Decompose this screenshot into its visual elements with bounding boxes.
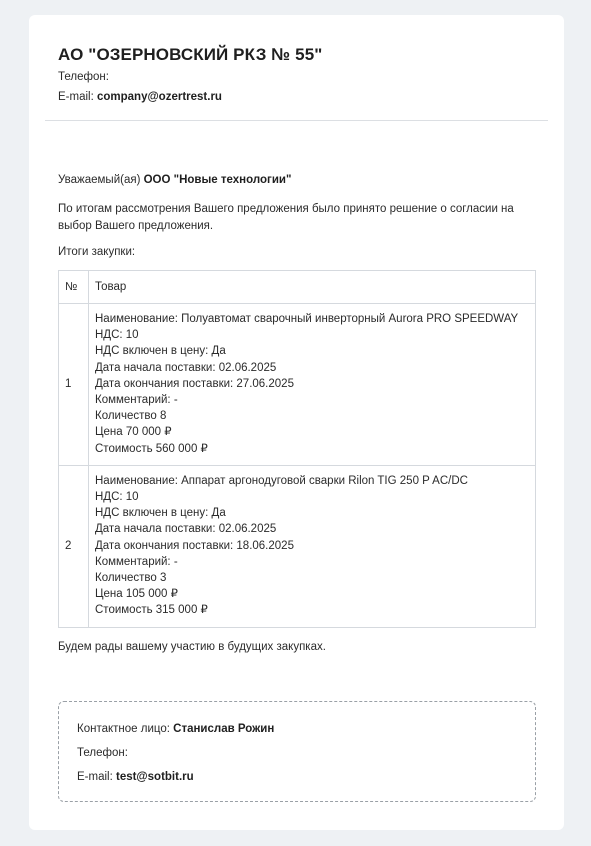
item-vat: НДС: 10 [95, 329, 139, 342]
table-row [59, 465, 536, 627]
company-header [29, 15, 564, 120]
results-label: Итоги закупки: [58, 246, 136, 258]
decision-text: По итогам рассмотрения Вашего предложения было принято решение о согласии на выбор Вашего предложения. [58, 203, 514, 232]
item-start-date: Дата начала поставки: 02.06.2025 [95, 361, 277, 374]
item-price: Цена 105 000 ₽ [95, 588, 178, 601]
item-vat-included: НДС включен в цену: Да [95, 345, 226, 358]
items-table [58, 270, 536, 628]
company-name: АО "ОЗЕРНОВСКИЙ РКЗ № 55" [58, 45, 323, 64]
item-cost: Стоимость 560 000 ₽ [95, 442, 208, 455]
contact-person-name: Станислав Рожин [173, 723, 275, 735]
closing-text: Будем рады вашему участию в будущих закупках. [58, 640, 326, 653]
recipient-name: ООО "Новые технологии" [143, 174, 292, 186]
company-phone-label: Телефон: [58, 71, 109, 83]
item-quantity: Количество 8 [95, 410, 167, 423]
company-email [58, 89, 535, 105]
table-header-row [59, 271, 536, 304]
item-start-date: Дата начала поставки: 02.06.2025 [95, 523, 277, 536]
item-end-date: Дата окончания поставки: 27.06.2025 [95, 377, 294, 390]
contact-email-label: E-mail: [77, 771, 113, 783]
company-email-value: company@ozertrest.ru [96, 91, 222, 103]
row-number: 2 [59, 465, 89, 627]
contact-person-label: Контактное лицо: [77, 723, 170, 735]
item-end-date: Дата окончания поставки: 18.06.2025 [95, 539, 294, 552]
item-comment: Комментарий: - [95, 394, 178, 407]
item-name: Наименование: Аппарат аргонодуговой сварки Rilon TIG 250 P AC/DC [95, 474, 468, 487]
row-details [89, 465, 536, 627]
item-name: Наименование: Полуавтомат сварочный инверторный Aurora PRO SPEEDWAY [95, 313, 519, 325]
item-comment: Комментарий: - [95, 555, 178, 568]
contact-person [77, 721, 517, 737]
company-phone [58, 69, 535, 85]
contact-email [77, 769, 517, 785]
header-number: № [59, 271, 89, 304]
contact-phone-label: Телефон: [77, 747, 128, 759]
company-email-label: E-mail: [58, 91, 94, 103]
item-vat: НДС: 10 [95, 491, 139, 504]
header-divider [45, 120, 548, 121]
item-vat-included: НДС включен в цену: Да [95, 507, 226, 520]
contact-box [58, 701, 536, 802]
contact-email-value: test@sotbit.ru [115, 771, 194, 783]
item-cost: Стоимость 315 000 ₽ [95, 604, 208, 617]
contact-phone [77, 745, 517, 761]
row-number: 1 [59, 304, 89, 466]
header-product: Товар [89, 271, 536, 304]
item-quantity: Количество 3 [95, 572, 167, 585]
row-details [89, 304, 536, 466]
greeting-prefix: Уважаемый(ая) [58, 174, 141, 186]
item-price: Цена 70 000 ₽ [95, 426, 172, 439]
letter-card [29, 15, 564, 830]
letter-body [58, 172, 536, 656]
table-row [59, 304, 536, 466]
greeting [58, 172, 536, 189]
